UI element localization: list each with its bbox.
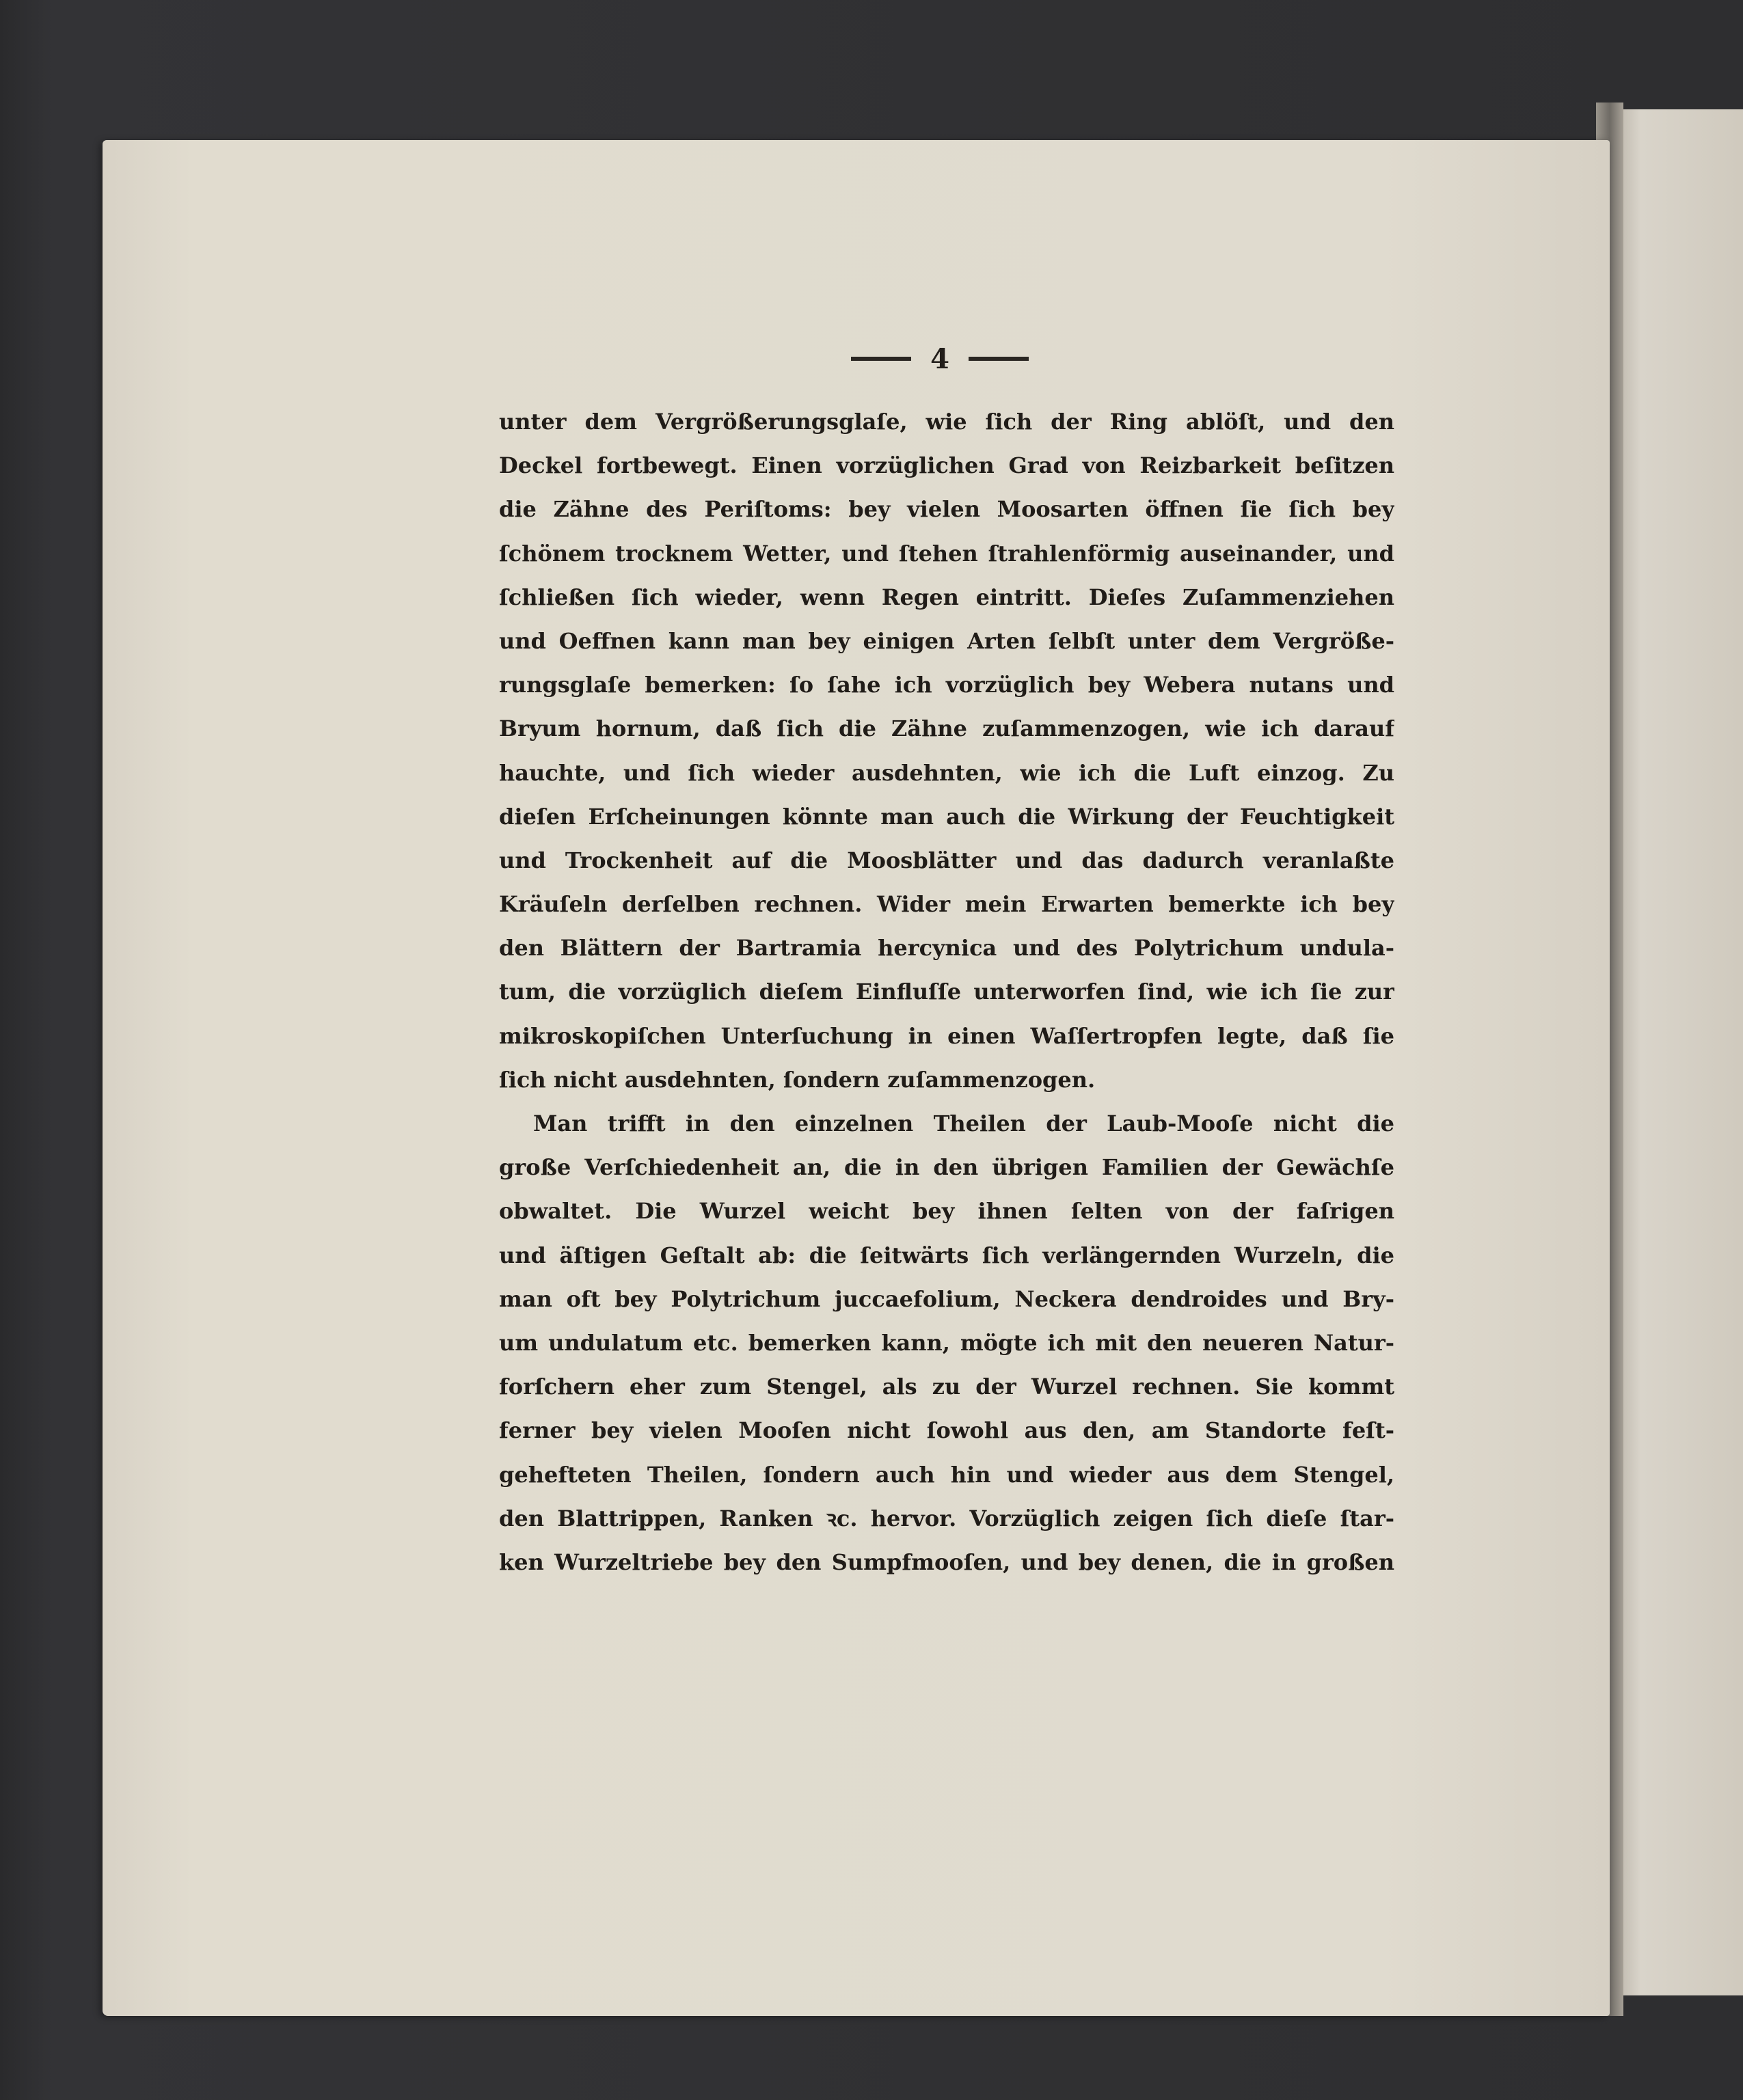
paragraph-start-line: Man trifft in den einzelnen Theilen der Laub-Mooſe nicht die	[533, 1110, 1394, 1136]
text-line: ferner bey vielen Mooſen nicht ſowohl aus den, am Standorte feſt-	[499, 1417, 1394, 1444]
text-line: Bryum hornum, daß ſich die Zähne zuſammenzogen, wie ich darauf	[499, 715, 1394, 742]
text-line: hauchte, und ſich wieder ausdehnten, wie ich die Luft einzog. Zu	[499, 759, 1394, 786]
header-rule-left	[851, 357, 911, 361]
text-line: große Verſchiedenheit an, die in den übrigen Familien der Gewächſe	[499, 1154, 1394, 1181]
text-line: tum, die vorzüglich dieſem Einfluſſe unterworfen ſind, wie ich ſie zur	[499, 979, 1394, 1005]
text-line: die Zähne des Periſtoms: bey vielen Moosarten öffnen ſie ſich bey	[499, 496, 1394, 523]
text-line: mikroskopiſchen Unterſuchung in einen Waſſertropfen legte, daß ſie	[499, 1022, 1394, 1049]
text-line: gehefteten Theilen, ſondern auch hin und wieder aus dem Stengel,	[499, 1461, 1394, 1488]
text-line: rungsglaſe bemerken: ſo ſahe ich vorzüglich bey Webera nutans und	[499, 672, 1394, 698]
text-line: ſchönem trocknem Wetter, und ſtehen ſtrahlenförmig auseinander, und	[499, 540, 1394, 567]
text-line: obwaltet. Die Wurzel weicht bey ihnen ſelten von der faſrigen	[499, 1198, 1394, 1225]
page-number: 4	[930, 342, 949, 375]
paragraph-end-line: ſich nicht ausdehnten, ſondern zuſammenzogen.	[499, 1066, 1096, 1093]
text-line: und Trockenheit auf die Moosblätter und das dadurch veranlaßte	[499, 847, 1394, 873]
page-header	[844, 338, 1036, 379]
text-line: Kräuſeln derſelben rechnen. Wider mein Erwarten bemerkte ich bey	[499, 891, 1394, 918]
text-line: den Blättern der Bartramia hercynica und des Polytrichum undula-	[499, 935, 1394, 962]
body-text	[499, 400, 1394, 1584]
text-line: und äſtigen Geſtalt ab: die ſeitwärts ſich verlängernden Wurzeln, die	[499, 1242, 1394, 1268]
text-line: und Oeffnen kann man bey einigen Arten ſelbſt unter dem Vergröße-	[499, 627, 1394, 654]
text-line: unter dem Vergrößerungsglaſe, wie ſich der Ring ablöſt, und den	[499, 409, 1394, 435]
text-line: Deckel fortbewegt. Einen vorzüglichen Grad von Reizbarkeit beſitzen	[499, 452, 1394, 479]
text-line: ſchließen ſich wieder, wenn Regen eintritt. Dieſes Zuſammenziehen	[499, 584, 1394, 610]
text-line: man oft bey Polytrichum juccaefolium, Neckera dendroides und Bry-	[499, 1285, 1394, 1312]
text-line: ken Wurzeltriebe bey den Sumpfmooſen, und bey denen, die in großen	[499, 1549, 1394, 1575]
text-line: forſchern eher zum Stengel, als zu der Wurzel rechnen. Sie kommt	[499, 1374, 1394, 1400]
text-line: dieſen Erſcheinungen könnte man auch die Wirkung der Feuchtigkeit	[499, 803, 1394, 830]
facing-page-edge	[1613, 109, 1743, 1995]
header-rule-right	[969, 357, 1029, 361]
text-line: um undulatum etc. bemerken kann, mögte ich mit den neueren Natur-	[499, 1329, 1394, 1356]
text-line: den Blattrippen, Ranken ꝛc. hervor. Vorzüglich zeigen ſich dieſe ſtar-	[499, 1505, 1394, 1531]
